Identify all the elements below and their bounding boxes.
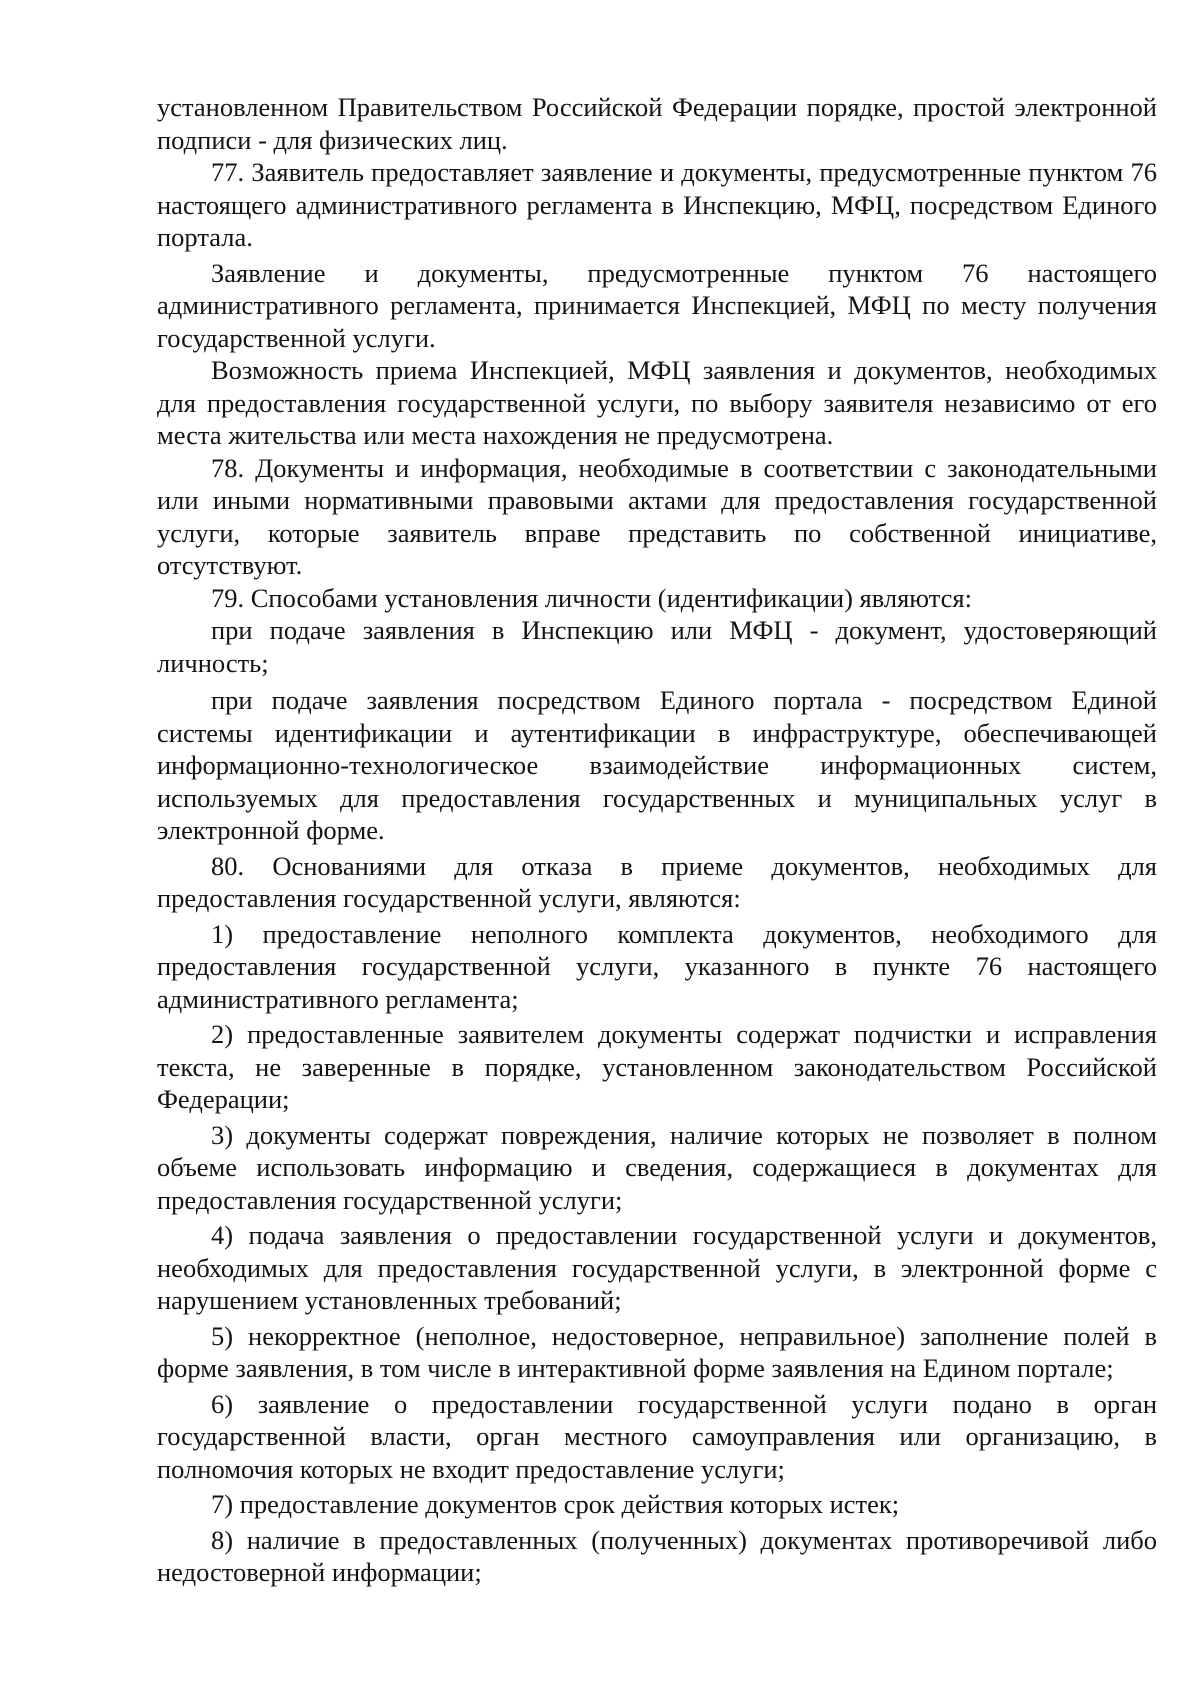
paragraph-77-location: Возможность приема Инспекцией, МФЦ заявления и документов, необходимых для предоставления государственной услуги, по выбору заявителя независимо от его места жительства или места нахождения не предусмотрена. <box>157 355 1157 450</box>
paragraph-continuation: установленном Правительством Российской Федерации порядке, простой электронной подписи - для физических лиц. <box>157 92 1157 155</box>
list-item-1: 1) предоставление неполного комплекта документов, необходимого для предоставления государственной услуги, указанного в пункте 76 настоящего административного регламента; <box>157 918 1157 1014</box>
paragraph-79-portal: при подаче заявления посредством Единого портала - посредством Единой системы идентификации и аутентификации в инфраструктуре, обеспечивающей информационно-технологическое взаимодействие информационных систем, используемых для предоставления государственных и муниципальных услуг в электронной форме. <box>157 685 1157 845</box>
paragraph-79: 79. Способами установления личности (идентификации) являются: <box>211 582 972 613</box>
paragraph-79-inspection: при подаче заявления в Инспекцию или МФЦ - документ, удостоверяющий личность; <box>157 615 1157 678</box>
list-item-7: 7) предоставление документов срок действия которых истек; <box>211 1489 900 1519</box>
list-item-8: 8) наличие в предоставленных (полученных) документах противоречивой либо недостоверной информации; <box>157 1524 1157 1587</box>
paragraph-77-acceptance: Заявление и документы, предусмотренные пунктом 76 настоящего административного регламента, принимается Инспекцией, МФЦ по месту получения государственной услуги. <box>157 257 1157 353</box>
list-item-2: 2) предоставленные заявителем документы содержат подчистки и исправления текста, не заверенные в порядке, установленном законодательством Российской Федерации; <box>157 1019 1157 1114</box>
paragraph-77: 77. Заявитель предоставляет заявление и документы, предусмотренные пунктом 76 настоящего административного регламента в Инспекцию, МФЦ, посредством Единого портала. <box>157 157 1157 252</box>
list-item-3: 3) документы содержат повреждения, наличие которых не позволяет в полном объеме использовать информацию и сведения, содержащиеся в документах для предоставления государственной услуги; <box>157 1119 1157 1215</box>
list-item-6: 6) заявление о предоставлении государственной услуги подано в орган государственной власти, орган местного самоуправления или организацию, в полномочия которых не входит предоставление услуги; <box>157 1388 1157 1484</box>
document-body <box>157 91 1157 1589</box>
list-item-5: 5) некорректное (неполное, недостоверное, неправильное) заполнение полей в форме заявления, в том числе в интерактивной форме заявления на Едином портале; <box>157 1320 1157 1383</box>
paragraph-78: 78. Документы и информация, необходимые в соответствии с законодательными или иными нормативными правовыми актами для предоставления государственной услуги, которые заявитель вправе представить по собственной инициативе, отсутствуют. <box>157 452 1157 580</box>
list-item-4: 4) подача заявления о предоставлении государственной услуги и документов, необходимых для предоставления государственной услуги, в электронной форме с нарушением установленных требований; <box>157 1220 1157 1315</box>
paragraph-80: 80. Основаниями для отказа в приеме документов, необходимых для предоставления государственной услуги, являются: <box>157 850 1157 913</box>
